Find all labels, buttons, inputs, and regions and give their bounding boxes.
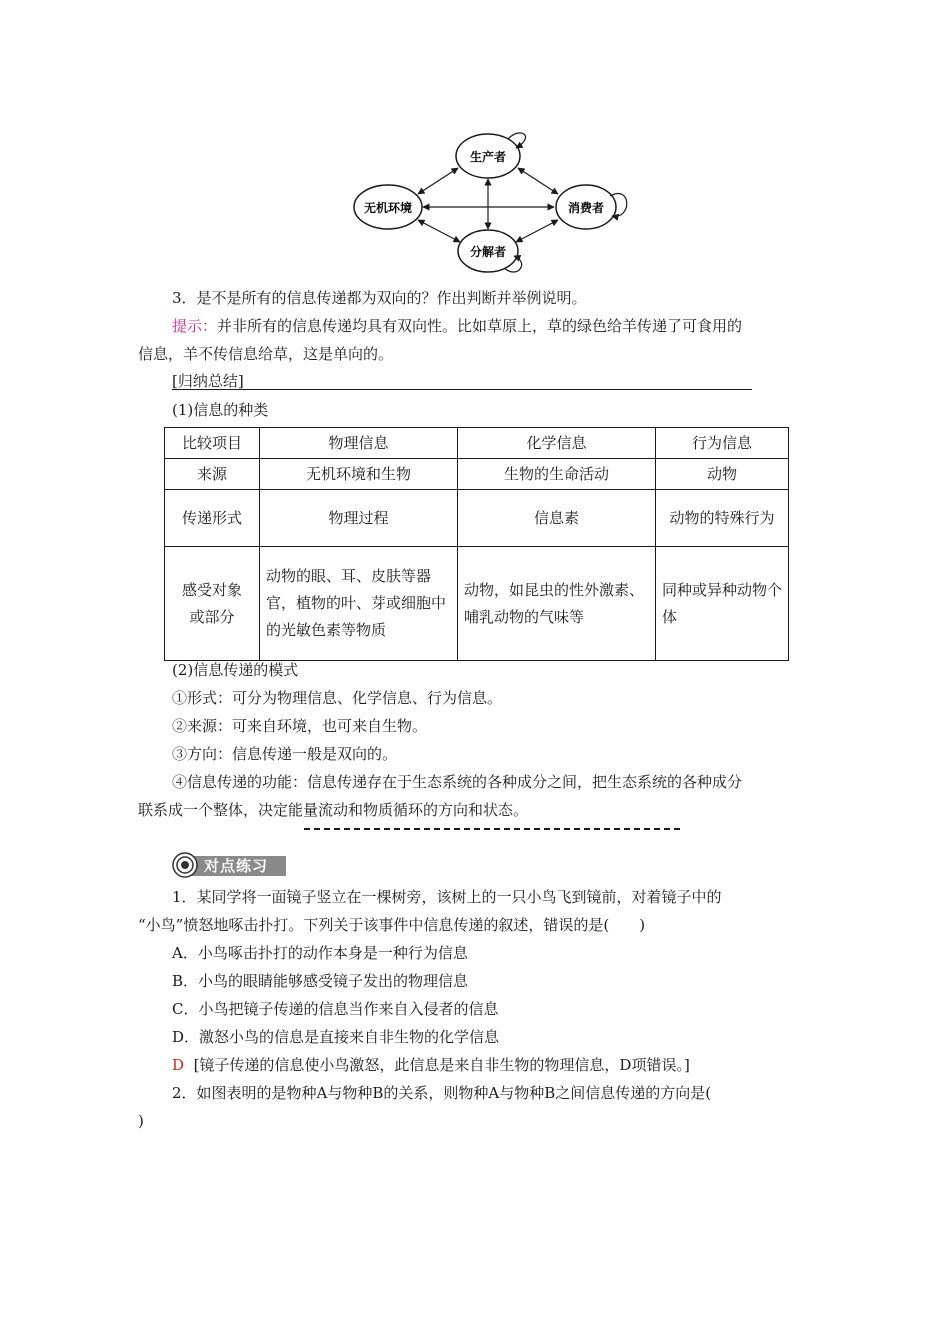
table-header-cell: 行为信息 [656,428,789,459]
mode-point-3: ③方向：信息传递一般是双向的。 [172,745,398,763]
summary-sub2: (2)信息传递的模式 [172,661,299,679]
table-header-cell: 物理信息 [260,428,458,459]
hint-text-1: 并非所有的信息传递均具有双向性。比如草原上，草的绿色给羊传递了可食用的 [217,317,743,335]
svg-text:分解者: 分解者 [469,245,507,259]
practice-q1-line-2: “小鸟”愤怒地啄击扑打。下列关于该事件中信息传递的叙述，错误的是( ) [138,916,646,934]
table-header-row [165,428,789,459]
answer-letter: D [172,1056,185,1074]
table-cell: 来源 [165,459,260,490]
table-cell: 物理过程 [260,490,458,547]
practice-q2-line-2: ) [138,1112,144,1130]
hint-label: 提示： [172,317,218,335]
mode-point-4-line-2: 联系成一个整体，决定能量流动和物质循环的方向和状态。 [138,801,529,819]
table-cell: 传递形式 [165,490,260,547]
summary-sub1: (1)信息的种类 [172,401,269,419]
practice-q2-line-1: 2．如图表明的是物种A与物种B的关系，则物种A与物种B之间信息传递的方向是( [172,1084,712,1102]
question-3: 3．是不是所有的信息传递都为双向的？作出判断并举例说明。 [172,289,587,307]
summary-rule [172,389,752,390]
target-icon [172,852,198,878]
option-a: A．小鸟啄击扑打的动作本身是一种行为信息 [172,944,468,962]
answer-explanation: [镜子传递的信息使小鸟激怒，此信息是来自非生物的物理信息，D项错误。] [193,1056,690,1074]
table-header-cell: 比较项目 [165,428,260,459]
answer-line [172,1054,690,1076]
mode-point-2: ②来源：可来自环境，也可来自生物。 [172,717,428,735]
mode-point-1: ①形式：可分为物理信息、化学信息、行为信息。 [172,689,503,707]
badge-label: 对点练习 [204,857,269,875]
svg-text:生产者: 生产者 [469,150,507,164]
hint-line-2: 信息，羊不传信息给草，这是单向的。 [138,345,394,363]
svg-text:消费者: 消费者 [567,201,605,215]
practice-q1-line-1: 1．某同学将一面镜子竖立在一棵树旁，该树上的一只小鸟飞到镜前，对着镜子中的 [172,888,722,906]
node-consumer [556,185,616,229]
node-decomposer [458,230,518,272]
table-row [165,547,789,661]
svg-text:无机环境: 无机环境 [363,201,413,215]
option-b: B．小鸟的眼睛能够感受镜子发出的物理信息 [172,972,469,990]
node-abiotic [354,185,422,229]
table-cell: 动物的眼、耳、皮肤等器官，植物的叶、芽或细胞中的光敏色素等物质 [260,547,458,661]
table-cell: 动物的特殊行为 [656,490,789,547]
table-cell: 同种或异种动物个体 [656,547,789,661]
table-row [165,459,789,490]
info-types-table [164,427,789,661]
summary-heading: [归纳总结] [172,372,244,390]
ecosystem-diagram [340,130,640,280]
mode-point-4-line-1: ④信息传递的功能：信息传递存在于生态系统的各种成分之间，把生态系统的各种成分 [172,773,743,791]
option-c: C．小鸟把镜子传递的信息当作来自入侵者的信息 [172,1000,499,1018]
table-cell: 动物 [656,459,789,490]
option-d: D．激怒小鸟的信息是直接来自非生物的化学信息 [172,1028,500,1046]
table-cell: 生物的生命活动 [458,459,656,490]
section-divider [304,828,680,830]
node-producer [456,134,520,178]
hint-line-1 [172,315,742,337]
table-row [165,490,789,547]
practice-badge [172,852,288,878]
table-header-cell: 化学信息 [458,428,656,459]
table-cell: 动物，如昆虫的性外激素、哺乳动物的气味等 [458,547,656,661]
table-cell: 信息素 [458,490,656,547]
table-cell: 感受对象或部分 [165,547,260,661]
table-cell: 无机环境和生物 [260,459,458,490]
